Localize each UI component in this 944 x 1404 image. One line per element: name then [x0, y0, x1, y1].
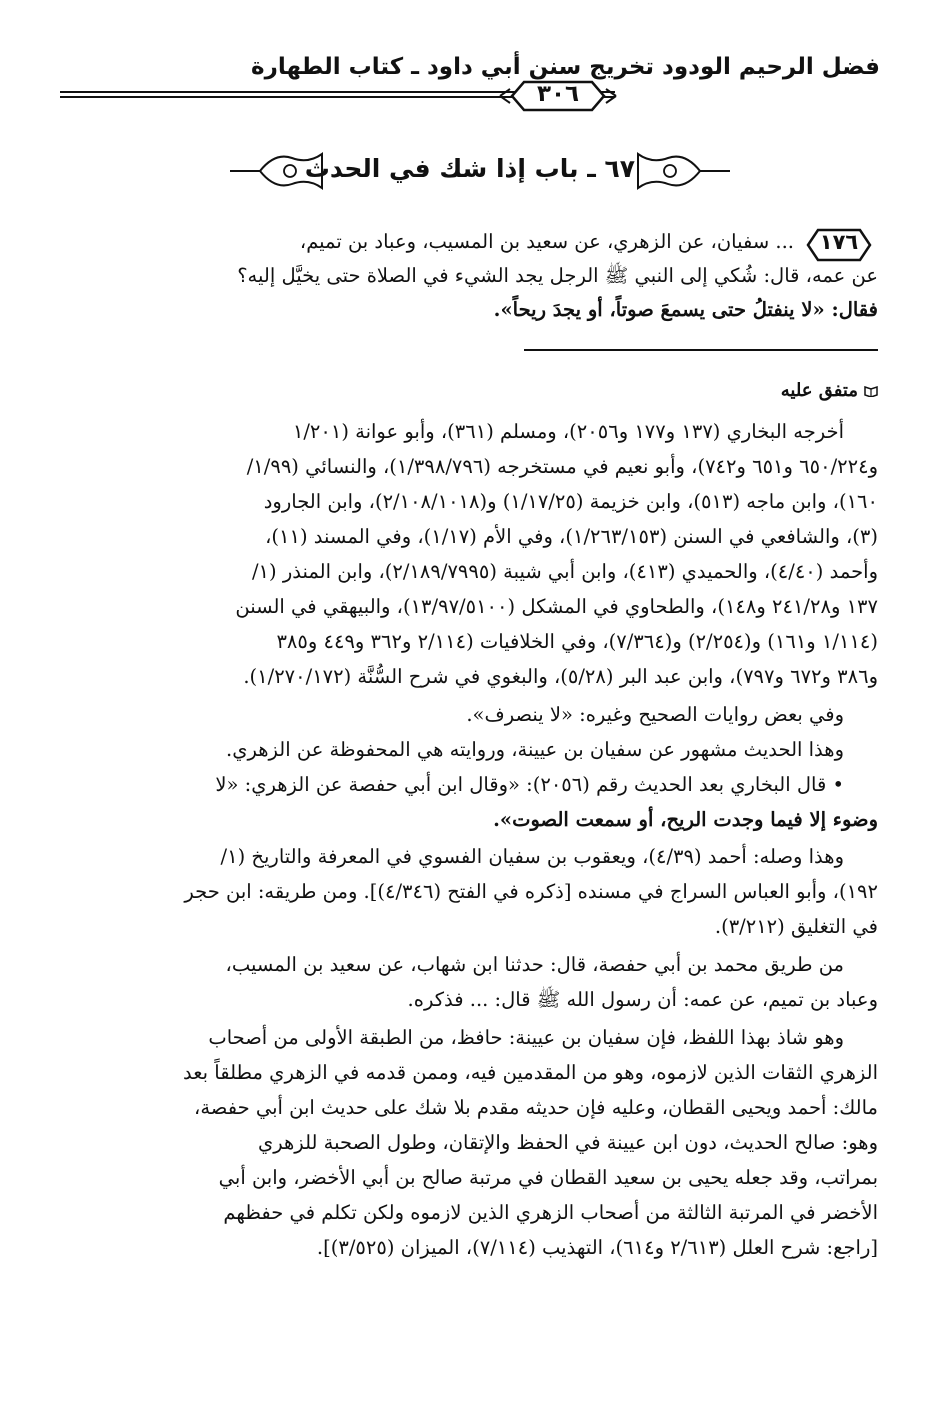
body-line: (١/١١٤ و١٦١) و(٢/٢٥٤) و(٧/٣٦٤)، وفي الخلافيات (٢/١١٤ و٣٦٢ و٤٤٩ و٣٨٥: [276, 630, 878, 653]
body-line: [راجع: شرح العلل (٢/٦١٣ و٦١٤)، التهذيب (٧/١١٤)، الميزان (٣/٥٢٥)].: [316, 1236, 878, 1259]
body-line: • قال البخاري بعد الحديث رقم (٢٠٥٦): «وقال ابن أبي حفصة عن الزهري: «لا: [215, 773, 844, 796]
body-line: وأحمد (٤/٤٠)، والحميدي (٤١٣)، وابن أبي شيبة (٢/١٨٩/٧٩٩٥)، وابن المنذر (١/: [251, 560, 878, 583]
body-line: وهذا الحديث مشهور عن سفيان بن عيينة، وروايته هي المحفوظة عن الزهري.: [226, 738, 844, 761]
body-line: أخرجه البخاري (١٣٧ و١٧٧ و٢٠٥٦)، ومسلم (٣٦١)، وأبو عوانة (١/٢٠١: [292, 420, 844, 443]
section-separator: [524, 349, 878, 351]
body-line: في التغليق (٣/٢١٢).: [714, 915, 878, 938]
body-line: وفي بعض روايات الصحيح وغيره: «لا ينصرف».: [466, 703, 844, 726]
hadith-number-badge: [800, 226, 878, 264]
body-line: وعباد بن تميم، عن عمه: أن رسول الله ﷺ قال: ... فذكره.: [407, 988, 878, 1011]
body-line: مالك: أحمد ويحيى القطان، وعليه فإن حديثه مقدم بلا شك على حديث ابن أبي حفصة،: [194, 1096, 878, 1119]
page-number-badge: [498, 77, 618, 115]
body-line: وهو: صالح الحديث، دون ابن عيينة في الحفظ والإتقان، وطول الصحبة للزهري: [258, 1131, 878, 1154]
body-line: (٣)، والشافعي في السنن (١/٢٦٣/١٥٣)، وفي الأم (١/١٧)، وفي المسند (١١)،: [265, 525, 878, 548]
body-line: ١٣٧ و٢٤١/٢٨ و١٤٨)، والطحاوي في المشكل (١٣/٩٧/٥١٠٠)، والبيهقي في السنن: [235, 595, 878, 618]
chapter-heading: [230, 148, 730, 194]
body-line: من طريق محمد بن أبي حفصة، قال: حدثنا ابن شهاب، عن سعيد بن المسيب،: [225, 953, 844, 976]
body-line: وهذا وصله: أحمد (٤/٣٩)، ويعقوب بن سفيان الفسوي في المعرفة والتاريخ (١/: [220, 845, 844, 868]
grading-label: [781, 380, 878, 401]
hadith-line: عن عمه، قال: شُكي إلى النبي ﷺ الرجل يجد الشيء في الصلاة حتى يخيَّل إليه؟: [237, 264, 878, 287]
body-line: ١٦٠)، وابن ماجه (٥١٣)، وابن خزيمة (١/١٧/٢٥) و(٢/١٠٨/١٠١٨)، وابن الجارود: [263, 490, 878, 513]
hadith-line: ... سفيان، عن الزهري، عن سعيد بن المسيب، وعباد بن تميم،: [299, 230, 794, 253]
body-line: و٣٨٦ و٦٧٢ و٧٩٧)، وابن عبد البر (٥/٢٨)، والبغوي في شرح السُّنَّة (١/٢٧٠/١٧٢).: [243, 665, 878, 688]
book-icon: [864, 385, 878, 397]
chapter-title: ٦٧ ـ باب إذا شك في الحدث: [304, 154, 635, 183]
hadith-line: فقال: «لا ينفتلُ حتى يسمعَ صوتاً، أو يجدَ ريحاً».: [493, 298, 878, 321]
body-line: ١٩٢)، وأبو العباس السراج في مسنده [ذكره في الفتح (٤/٣٤٦)]. ومن طريقه: ابن حجر: [184, 880, 878, 903]
grading-text: متفق عليه: [780, 380, 858, 401]
body-line: الزهري الثقات الذين لازموه، وهو من المقدمين فيه، وممن قدمه في الزهري مطلقاً بعد: [183, 1061, 878, 1084]
ornament-right-icon: [635, 148, 730, 194]
running-title: فضل الرحيم الودود تخريج سنن أبي داود ـ كتاب الطهارة: [251, 54, 880, 80]
body-line: و٦٥٠/٢٢٤ و٦٥١ و٧٤٢)، وأبو نعيم في مستخرجه (١/٣٩٨/٧٩٦)، والنسائي (١/٩٩/: [246, 455, 878, 478]
running-header: [60, 50, 880, 107]
hadith-number: ١٧٦: [819, 230, 859, 254]
body-line: الأخضر في المرتبة الثالثة من أصحاب الزهري الذين لازموه ولكن تكلم في حفظهم: [223, 1201, 878, 1224]
body-line: وهو شاذ بهذا اللفظ، فإن سفيان بن عيينة: حافظ، من الطبقة الأولى من أصحاب: [208, 1026, 844, 1049]
body-line: بمراتب، وقد جعله يحيى بن سعيد القطان في مرتبة صالح بن أبي الأخضر، وابن أبي: [218, 1166, 878, 1189]
body-line: وضوء إلا فيما وجدت الريح، أو سمعت الصوت».: [493, 808, 878, 831]
page-number: ٣٠٦: [536, 81, 580, 107]
